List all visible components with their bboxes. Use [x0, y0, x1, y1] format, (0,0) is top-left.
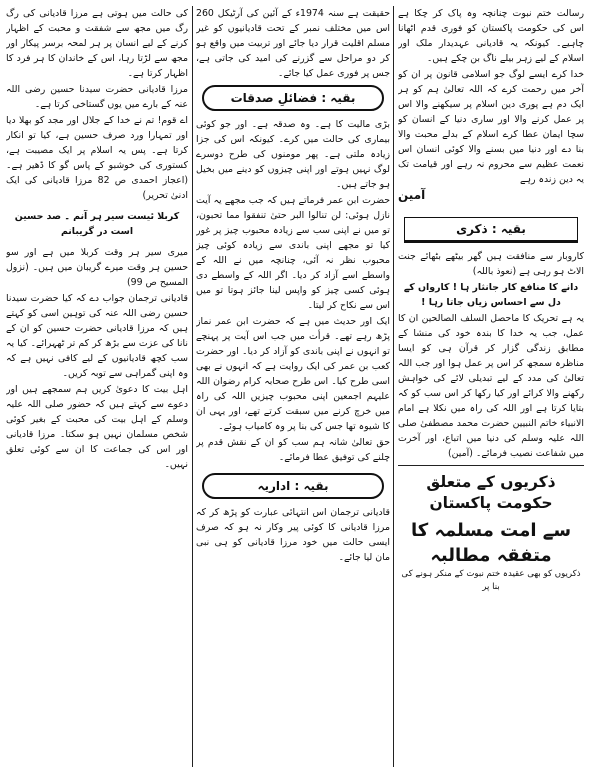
article-paragraph: حضرت ابن عمر فرماتے ہیں کہ جب مجھے یہ آیت نازل ہوئی: لن تنالوا البر حتیٰ تنفقوا مما تحبون، تو میں نے اپنی سب سے زیادہ محبوب چیز پر غور کیا تو مجھے اپنی باندی سے زیادہ کوئی چیز محبوب نظر نہ آئی، چنانچہ میں نے اللہ کے واسطے اسے آزاد کر دیا۔ اگر اللہ کے واسطے دی ہوئی کسی چیز کو واپس لینا جائز ہوتا تو میں اس سے نکاح کر لیتا۔ — [196, 195, 390, 311]
column-divider — [192, 6, 193, 767]
article-paragraph: یہ ہے تحریک کا ماحصل السلف الصالحین ان کا عمل، جب یہ خدا کا بندہ خود کی منشا کے مطابق زندگی گزار کر قرآن ہی کو ایسا مناظرہ سمجھ کر اس پر عمل ہوا اور جب اللہ تعالیٰ کی مدد کے لیے تبدیلی لائے کی خواہش رکھنے والا کرائے اور کیا رکھا کر اس سب کو کہ بتایا کرتا ہے اور اللہ کی راہ میں نکلا ہے امام الانبیاء خاتم النبیین حضرت محمد مصطفیٰ صلی اللہ علیہ وسلم کی دنیا میں اتباع، اور آخرت میں شفاعت نصیب فرمائے۔ (آمین) — [398, 313, 584, 459]
article-paragraph: قادیانی ترجمان اس انتہائی عبارت کو پڑھ کر کہ مرزا قادیانی کا کوئی پیر وکار نہ ہو کہ صرف ایسی حالت میں خود مرزا قادیانی کو ہی نبی مان لیا جائے۔ — [196, 507, 390, 563]
right-column — [398, 6, 584, 767]
article-paragraph: کی حالت میں ہوتی ہے مرزا قادیانی کی رگ رگ میں مجھ سے شفقت و محبت کے اظہار کرنے کے لیے انسان پر ہر لمحہ برسر پیکار اور مجھ سے لڑتا رہا، اس کے خاندان کا ہر فرد کا اظہار کرتا ہے۔ — [6, 8, 188, 79]
fazail-heading: بقیہ : فضائلِ صدقات — [202, 85, 384, 111]
article-paragraph: رسالت ختم نبوت چنانچہ وہ پاک کر چکا ہے اس کی حکومت پاکستان کو فوری قدم اٹھانا چاہیے۔ کیونکہ یہ قادیانی عہدیدار ملک اور اسلام کے لیے زہر بیلے ناگ بن چکے ہیں۔ — [398, 8, 584, 64]
article-paragraph: مرزا قادیانی حضرت سیدنا حسین رضی اللہ عنہ کے بارے میں یوں گستاخی کرتا ہے۔ — [6, 84, 188, 110]
zikr-heading: بقیہ : ذکری — [404, 217, 578, 243]
article-paragraph: حقیقت ہے سنہ 1974ء کے آئین کی آرٹیکل 260 اس میں مختلف نمبر کے تحت قادیانیوں کو غیر مسلم اقلیت قرار دیا جائے اور تربیت میں واقع ہو کر دو مراحل سے گزرنے کی امید کی جاتی ہے، جس پر فوری عمل کیا جائے۔ — [196, 8, 390, 79]
article-paragraph: اے قوم! تم نے خدا کے جلال اور مجد کو بھلا دیا اور تمہارا ورد صرف حسین ہے، کیا تو انکار کرتا ہے۔ پس یہ اسلام پر ایک مصیبت ہے، کستوری کی خوشبو کے پاس گو کا ڈھیر ہے۔ (اعجاز احمدی ص 82 مرزا قادیانی کی ایک ادنیٰ تحریر) — [6, 115, 188, 201]
article-paragraph: خدا کرے ایسے لوگ جو اسلامی قانون پر ان کو آخر میں رحمت کرے کہ اللہ تعالیٰ ہم کو ہر ایک دم ہے پوری دین اسلام پر سیکھنے والا اس پر عمل کرنے والا اور ساری دنیا کے انسان کو سچا ایمان عطا کرے اسلام کے بدلے محبت والا بنا دے اور دنیا میں بسنے والا کوئی انسان اس نعمت عظیم سے محروم نہ رہے اور قیامت تک یہ دین زندہ رہے — [398, 69, 584, 185]
article-paragraph: کاروبار سے منافقت ہیں گھر بیٹھے بٹھائے جنت الاٹ ہو رہی ہے (نعوذ باللہ) — [398, 251, 584, 277]
article-paragraph: میری سیر ہر وقت کربلا میں ہے اور سو حسین ہر وقت میرے گریبان میں ہیں۔ (نزول المسیح ص 99) — [6, 247, 188, 288]
article-paragraph: بڑی مالیت کا ہے۔ وہ صدقہ ہے۔ اور جو کوئی بیماری کی حالت میں کرے۔ کیونکہ اس کی جزا زیادہ ملتی ہے۔ پھر مومنوں کی طرح دوسرے لوگ نہیں ہوتے اور اپنی چیزوں کو دینے میں بخیل ہو جاتے ہیں۔ — [196, 119, 390, 190]
article-paragraph: حق تعالیٰ شانہ ہم سب کو ان کے نقش قدم پر چلنے کی توفیق عطا فرمائے۔ — [196, 437, 390, 463]
banner-line: سے امت مسلمہ کا متفقہ مطالبہ — [410, 520, 572, 566]
article-paragraph: اہل بیت کا دعویٰ کریں ہم سمجھے ہیں اور دعوے سے کہتے ہیں کہ حضور صلی اللہ علیہ وسلم کے اہل بیت کی محبت کے بغیر کوئی شخص مسلمان نہیں ہو سکتا۔ مرزا قادیانی اور اس کی جماعت کا ان سے کوئی تعلق نہیں۔ — [6, 384, 188, 470]
left-column — [6, 6, 188, 767]
verse-couplet: دانے کا منافع کار جانثار ہا ! کارواں کے دل سے احساس زیاں جاتا رہا ! — [403, 282, 579, 308]
article-paragraph: ایک اور حدیث میں ہے کہ حضرت ابن عمر نماز پڑھ رہے تھے۔ قرأت میں جب اس آیت پر پہنچے تو انہوں نے اپنی باندی کو آزاد کر دیا۔ اور حضرت کعب بن عمر کی ایک روایت ہے کہ انہوں نے بھی اسی طرح کیا۔ اس طرح صحابہ کرام رضوان اللہ علیہم اجمعین اپنی محبوب چیزیں اللہ کی راہ میں خرچ کرنے میں سبقت کرتے تھے، اور یہی ان کا شیوہ تھا جس کی بنا پر وہ کامیاب ہوئے۔ — [196, 316, 390, 432]
banner-line: ذکریوں کے متعلق حکومت پاکستان — [426, 473, 556, 512]
amen-text: آمین — [398, 188, 426, 202]
middle-column — [196, 6, 390, 767]
column-divider — [393, 6, 394, 767]
idariya-heading: بقیہ : اداریہ — [202, 473, 384, 499]
demand-banner — [398, 465, 584, 594]
banner-subline: ذکریوں کو بھی عقیدہ ختم نبوت کے منکر ہونے کی بنا پر — [401, 569, 581, 592]
persian-couplet: کربلا ئیست سیر ہر آنم ۔ صد حسین است در گریبانم — [14, 211, 180, 237]
article-paragraph: قادیانی ترجمان جواب دے کہ کیا حضرت سیدنا حسین رضی اللہ عنہ کی توہین اسی کو کہتے ہیں کہ مرزا قادیانی حضرت حسین کو ان کے نانا کی عزت سے بڑھ کر کم تر ٹھہرائے۔ کیا یہ سب کچھ قادیانیوں کے لیے کافی نہیں ہے کہ وہ اپنی گمراہی سے توبہ کریں۔ — [6, 293, 188, 379]
